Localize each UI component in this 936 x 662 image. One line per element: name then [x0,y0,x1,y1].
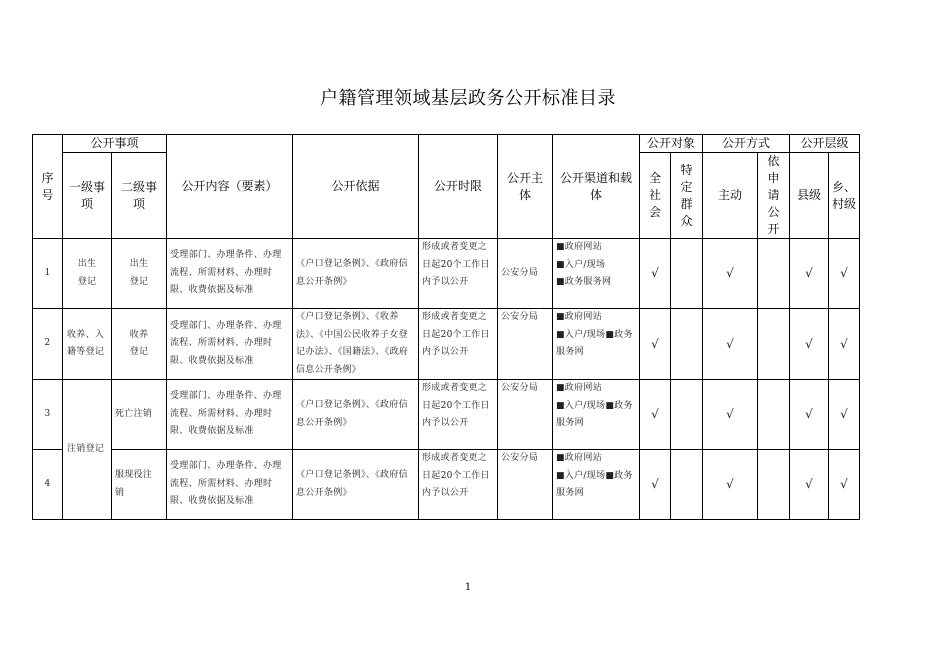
header-township-text: 乡、村级 [831,179,856,211]
header-level-group: 公开层级 [790,135,860,153]
header-county: 县级 [790,153,829,239]
check-active: √ [703,380,758,450]
row-level2 [112,239,167,309]
row-level2-text: 服现役注销 [115,470,153,498]
check-specific-group [671,450,703,520]
check-whole-society: √ [640,309,671,380]
check-whole-society: √ [640,380,671,450]
row-level2-text: 出生登记 [129,259,149,287]
row-level1-text: 收养、入籍等登记 [67,329,105,357]
header-gongkai-shixiang: 公开事项 [63,135,167,153]
row-content: 受理部门、办理条件、办理流程、所需材料、办理时限、收费依据及标准 [167,239,293,309]
header-on-request [758,153,790,239]
check-on-request [758,239,790,309]
header-seq-text: 序号 [41,170,54,202]
header-row-1 [33,135,860,153]
header-channel-text: 公开渠道和载体 [559,170,632,202]
header-specific-group [671,153,703,239]
row-content: 受理部门、办理条件、办理流程、所需材料、办理时限、收费依据及标准 [167,450,293,520]
row-basis: 《户口登记条例》、《政府信息公开条例》 [293,450,419,520]
check-county: √ [790,309,829,380]
row-level2: 死亡注销 [112,380,167,450]
table-row [33,450,860,520]
channel-item: ■政府网站 [556,383,603,393]
row-basis: 《户口登记条例》、《收养法》、《中国公民收养子女登记办法》、《国籍法》、《政府信息公开条例》 [293,309,419,380]
row-time-limit: 形成或者变更之日起20个工作日内予以公开 [419,309,498,380]
row-channel [553,309,640,380]
header-level1-text: 一级事项 [68,179,105,211]
check-specific-group [671,309,703,380]
channel-item: ■入户/现场■政务服务网 [556,329,633,357]
header-seq [33,135,63,239]
header-basis: 公开依据 [293,135,419,239]
check-active: √ [703,239,758,309]
header-content: 公开内容（要素） [167,135,293,239]
row-level2 [112,450,167,520]
check-county: √ [790,239,829,309]
check-active: √ [703,309,758,380]
channel-item: ■政府网站 [556,312,603,322]
check-specific-group [671,380,703,450]
row-level1 [63,309,112,380]
header-level2 [112,153,167,239]
header-method-group: 公开方式 [703,135,790,153]
header-level2-text: 二级事项 [120,179,157,211]
header-target-group: 公开对象 [640,135,703,153]
row-subject: 公安分局 [498,239,553,309]
page-number: 1 [464,582,472,593]
check-township: √ [829,380,860,450]
row-seq: 4 [33,450,63,520]
row-channel [553,380,640,450]
channel-item: ■入户/现场 [556,259,606,270]
channel-item: ■政务服务网 [556,277,612,287]
header-whole-society-text: 全社会 [648,171,661,219]
header-whole-society [640,153,671,239]
check-on-request [758,309,790,380]
row-channel [553,450,640,520]
row-time-limit: 形成或者变更之日起20个工作日内予以公开 [419,380,498,450]
header-specific-group-text: 特定群众 [680,162,693,228]
row-seq: 3 [33,380,63,450]
row-level2-text: 收养登记 [129,329,149,357]
check-whole-society: √ [640,239,671,309]
header-channel [553,135,640,239]
row-basis: 《户口登记条例》、《政府信息公开条例》 [293,239,419,309]
header-on-request-text: 依申请公开 [767,154,780,236]
row-content: 受理部门、办理条件、办理流程、所需材料、办理时限、收费依据及标准 [167,309,293,380]
check-on-request [758,450,790,520]
row-time-limit: 形成或者变更之日起20个工作日内予以公开 [419,450,498,520]
row-level2 [112,309,167,380]
row-content: 受理部门、办理条件、办理流程、所需材料、办理时限、收费依据及标准 [167,380,293,450]
check-active: √ [703,450,758,520]
check-township: √ [829,309,860,380]
header-active: 主动 [703,153,758,239]
row-level1 [63,239,112,309]
row-level1 [63,380,112,520]
header-level1 [63,153,112,239]
table-row [33,309,860,380]
table-row [33,380,860,450]
check-whole-society: √ [640,450,671,520]
row-subject: 公安分局 [498,450,553,520]
channel-item: ■入户/现场■政务服务网 [556,470,633,498]
row-channel [553,239,640,309]
channel-item: ■政府网站 [556,453,603,463]
row-seq: 1 [33,239,63,309]
channel-item: ■入户/现场■政务服务网 [556,400,633,428]
header-subject-text: 公开主体 [506,170,543,202]
row-time-limit: 形成或者变更之日起20个工作日内予以公开 [419,239,498,309]
check-on-request [758,380,790,450]
row-seq: 2 [33,309,63,380]
document-title: 户籍管理领域基层政务公开标准目录 [320,88,616,109]
row-subject: 公安分局 [498,380,553,450]
header-township [829,153,860,239]
check-township: √ [829,239,860,309]
check-county: √ [790,380,829,450]
check-township: √ [829,450,860,520]
header-subject [498,135,553,239]
row-level1-text: 注销登记 [67,443,105,454]
row-subject: 公安分局 [498,309,553,380]
row-level1-text: 出生登记 [77,259,97,287]
row-basis: 《户口登记条例》、《政府信息公开条例》 [293,380,419,450]
check-county: √ [790,450,829,520]
header-time-limit: 公开时限 [419,135,498,239]
check-specific-group [671,239,703,309]
table-row [33,239,860,309]
channel-item: ■政府网站 [556,242,603,252]
catalog-table [32,134,860,520]
